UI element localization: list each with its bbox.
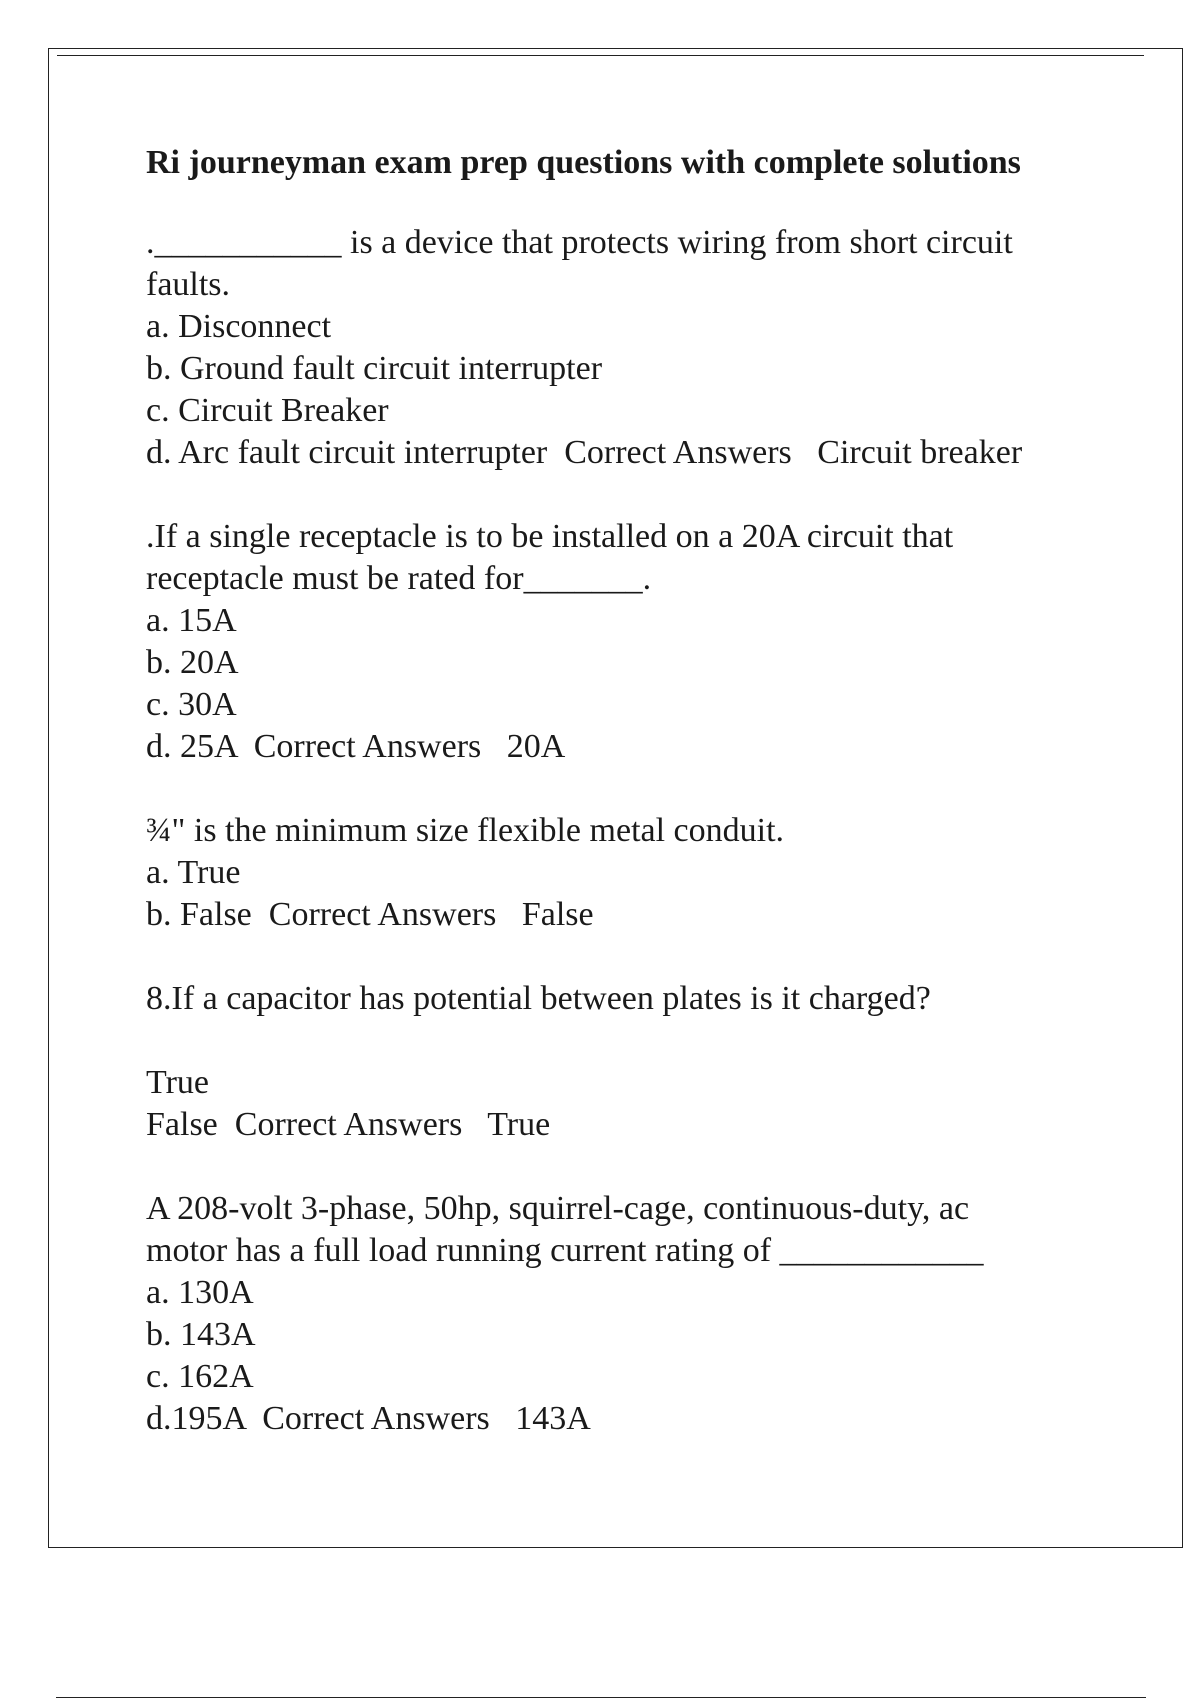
question-4-answer: True	[487, 1106, 551, 1143]
question-3-option-a: a. True	[146, 854, 241, 891]
question-1-stem-line-1: .___________ is a device that protects wiring from short circuit	[146, 224, 1013, 261]
question-4	[146, 978, 1106, 1146]
question-1	[146, 222, 1106, 474]
question-2-option-a: a. 15A	[146, 602, 237, 639]
question-2-stem-line-1: .If a single receptacle is to be installed on a 20A circuit that	[146, 518, 954, 555]
question-2-stem-line-2: receptacle must be rated for_______.	[146, 560, 652, 597]
question-1-option-b: b. Ground fault circuit interrupter	[146, 350, 603, 387]
question-4-option-false-with-answer	[146, 1104, 1106, 1146]
question-1-stem-line-2: faults.	[146, 266, 231, 303]
question-2	[146, 516, 1106, 768]
question-2-option-b: b. 20A	[146, 644, 239, 681]
question-1-option-d: d. Arc fault circuit interrupter	[146, 434, 548, 471]
question-5-option-d: d.195A	[146, 1400, 246, 1437]
question-2-answer-label: Correct Answers	[253, 728, 482, 765]
document-title: Ri journeyman exam prep questions with complete solutions	[146, 144, 1021, 181]
question-5-option-c: c. 162A	[146, 1358, 254, 1395]
question-1-option-a: a. Disconnect	[146, 308, 332, 345]
question-5	[146, 1188, 1106, 1440]
question-2-option-c: c. 30A	[146, 686, 237, 723]
top-rule	[57, 55, 1144, 56]
question-2-option-d-with-answer	[146, 726, 1106, 768]
question-5-option-a: a. 130A	[146, 1274, 254, 1311]
question-1-answer: Circuit breaker	[817, 434, 1023, 471]
question-3-stem-line-1: ¾" is the minimum size flexible metal conduit.	[146, 812, 785, 849]
question-5-answer-label: Correct Answers	[262, 1400, 490, 1437]
question-4-stem-line-1: 8.If a capacitor has potential between plates is it charged?	[146, 980, 931, 1017]
question-4-option-true: True	[146, 1064, 209, 1101]
document-body	[146, 142, 1106, 1482]
question-5-stem-line-2: motor has a full load running current rating of ____________	[146, 1232, 984, 1269]
question-5-option-d-with-answer	[146, 1398, 1106, 1440]
question-4-option-false: False	[146, 1106, 218, 1143]
question-1-option-d-with-answer	[146, 432, 1106, 474]
question-5-stem-line-1: A 208-volt 3-phase, 50hp, squirrel-cage, continuous-duty, ac	[146, 1190, 970, 1227]
question-3-answer-label: Correct Answers	[268, 896, 497, 933]
question-4-answer-label: Correct Answers	[234, 1106, 463, 1143]
question-4-spacer	[146, 1020, 1106, 1062]
question-3-option-b-with-answer	[146, 894, 1106, 936]
question-1-answer-label: Correct Answers	[564, 434, 792, 471]
question-3-option-b: b. False	[146, 896, 252, 933]
question-3	[146, 810, 1106, 936]
question-5-answer: 143A	[515, 1400, 591, 1437]
question-2-answer: 20A	[506, 728, 566, 765]
question-5-option-b: b. 143A	[146, 1316, 256, 1353]
question-2-option-d: d. 25A	[146, 728, 237, 765]
question-3-answer: False	[521, 896, 594, 933]
bottom-rule	[56, 1697, 1146, 1698]
question-1-option-c: c. Circuit Breaker	[146, 392, 389, 429]
